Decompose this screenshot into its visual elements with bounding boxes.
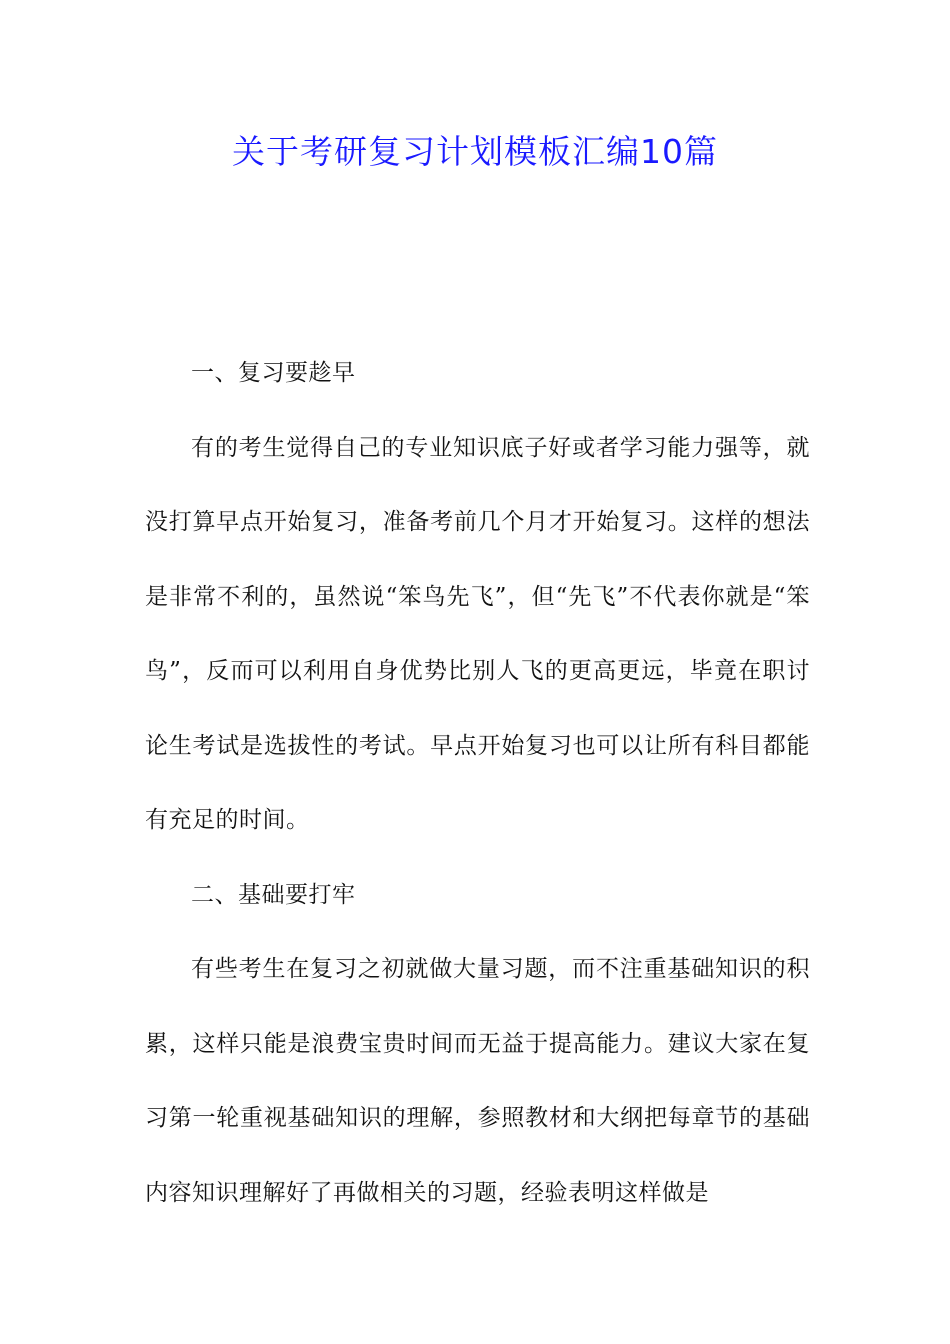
section-heading-2: 二、基础要打牢 bbox=[191, 881, 356, 908]
paragraph-2: 有些考生在复习之初就做大量习题，而不注重基础知识的积累，这样只能是浪费宝贵时间而无益于提高能力。建议大家在复习第一轮重视基础知识的理解，参照教材和大纲把每章节的基础内容知识理解好了再做相关的习题，经验表明这样做是 bbox=[145, 956, 810, 1206]
document-body bbox=[145, 336, 810, 1230]
document-title: 关于考研复习计划模板汇编10篇 bbox=[232, 132, 718, 171]
section-heading-1: 一、复习要趁早 bbox=[191, 360, 356, 386]
paragraph-1: 有的考生觉得自己的专业知识底子好或者学习能力强等，就没打算早点开始复习，准备考前几个月才开始复习。这样的想法是非常不利的，虽然说“笨鸟先飞”，但“先飞”不代表你就是“笨鸟”，反而可以利用自身优势比别人飞的更高更远，毕竟在职讨论生考试是选拔性的考试。早点开始复习也可以让所有科目都能有充足的时间。 bbox=[145, 434, 810, 833]
